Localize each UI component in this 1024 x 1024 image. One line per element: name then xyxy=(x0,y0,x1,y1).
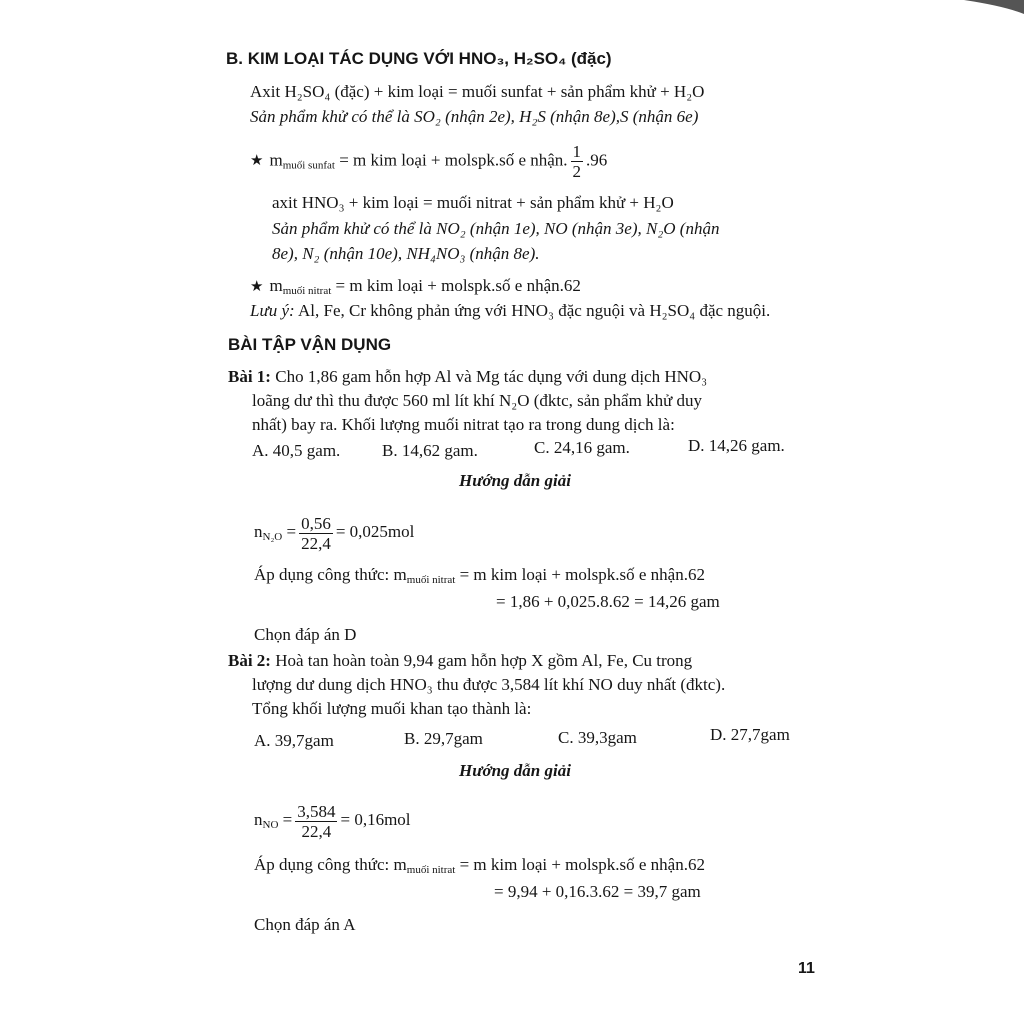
bai2-answer: Chọn đáp án A xyxy=(254,915,356,934)
bai1-option-c: C. 24,16 gam. xyxy=(534,438,630,457)
bai1-line2: loãng dư thì thu được 560 ml lít khí N₂O (đktc, sản phẩm khử duy xyxy=(252,391,703,410)
bai2-mol-equation: $n_{NO}$ = $\frac{3,584}{22,4}$ = 0,16mol xyxy=(254,801,411,841)
section-heading: B. KIM LOẠI TÁC DỤNG VỚI HNO₃, H₂SO₄ (đặc) xyxy=(226,49,612,68)
bai2-line1: Bài 2: Hoà tan hoàn toàn 9,94 gam hỗn hợp X gồm Al, Fe, Cu trong xyxy=(228,651,693,670)
exercises-heading: BÀI TẬP VẬN DỤNG xyxy=(228,335,392,354)
bai1-calculation: = 1,86 + 0,025.8.62 = 14,26 gam xyxy=(496,592,720,611)
bai1-guide-title: Hướng dẫn giải xyxy=(459,471,571,490)
bai2-guide-title: Hướng dẫn giải xyxy=(459,761,571,780)
page-number: 11 xyxy=(798,960,815,977)
bai2-line2: lượng dư dung dịch HNO₃ thu được 3,584 lít khí NO duy nhất (đktc). xyxy=(252,675,726,694)
star-icon: ★ xyxy=(250,279,264,295)
bai2-line3: Tổng khối lượng muối khan tạo thành là: xyxy=(252,699,532,718)
h2so4-products-line: Sản phẩm khử có thể là SO₂ (nhận 2e), H₂S (nhận 8e),S (nhận 6e) xyxy=(250,107,699,126)
formula-nitrat: ★ $m_{muối nitrat} = m$ kim loại + molspk.số e nhận.62 xyxy=(250,276,581,297)
note-line: Lưu ý: Al, Fe, Cr không phản ứng với HNO₃ đặc nguội và H₂SO₄ đặc nguội. xyxy=(250,301,771,320)
bai1-option-b: B. 14,62 gam. xyxy=(382,441,478,460)
hno3-products-line-2: 8e), N₂ (nhận 10e), NH₄NO₃ (nhận 8e). xyxy=(272,244,540,263)
bai2-option-a: A. 39,7gam xyxy=(254,731,334,750)
acid-h2so4-line: Axit H₂SO₄ (đặc) + kim loại = muối sunfat + sản phẩm khử + H₂O xyxy=(250,82,705,101)
page-corner-shadow xyxy=(964,0,1024,14)
hno3-products-line-1: Sản phẩm khử có thể là NO₂ (nhận 1e), NO (nhận 3e), N₂O (nhận xyxy=(272,219,720,238)
fraction-half: $\frac{1}{2}$ xyxy=(572,142,582,181)
bai2-fraction: $\frac{3,584}{22,4}$ xyxy=(297,801,336,841)
bai1-option-a: A. 40,5 gam. xyxy=(252,441,341,460)
bai1-apply-formula: Áp dụng công thức: $m_{muối nitrat} = m$ kim loại + molspk.số e nhận.62 xyxy=(254,565,705,586)
star-icon: ★ xyxy=(250,153,264,170)
bai2-option-c: C. 39,3gam xyxy=(558,728,637,747)
bai1-line3: nhất) bay ra. Khối lượng muối nitrat tạo ra trong dung dịch là: xyxy=(252,415,675,434)
acid-hno3-line: axit HNO₃ + kim loại = muối nitrat + sản phẩm khử + H₂O xyxy=(272,193,674,212)
bai1-fraction: $\frac{0,56}{22,4}$ xyxy=(301,513,331,553)
bai1-line1: Bài 1: Cho 1,86 gam hỗn hợp Al và Mg tác dụng với dung dịch HNO₃ xyxy=(228,367,708,386)
bai1-option-d: D. 14,26 gam. xyxy=(688,436,785,455)
bai1-mol-equation: $n_{N_2O}$ = $\frac{0,56}{22,4}$ = 0,025mol xyxy=(254,513,415,553)
bai2-apply-formula: Áp dụng công thức: $m_{muối nitrat} = m$ kim loại + molspk.số e nhận.62 xyxy=(254,855,705,876)
bai2-option-b: B. 29,7gam xyxy=(404,729,483,748)
bai2-calculation: = 9,94 + 0,16.3.62 = 39,7 gam xyxy=(494,882,701,901)
formula-sunfat: ★ $m_{muối sunfat} = m$ kim loại + molspk.số e nhận. $\frac{1}{2}$ .96 xyxy=(250,142,608,181)
bai2-option-d: D. 27,7gam xyxy=(710,725,790,744)
bai1-answer: Chọn đáp án D xyxy=(254,625,357,644)
